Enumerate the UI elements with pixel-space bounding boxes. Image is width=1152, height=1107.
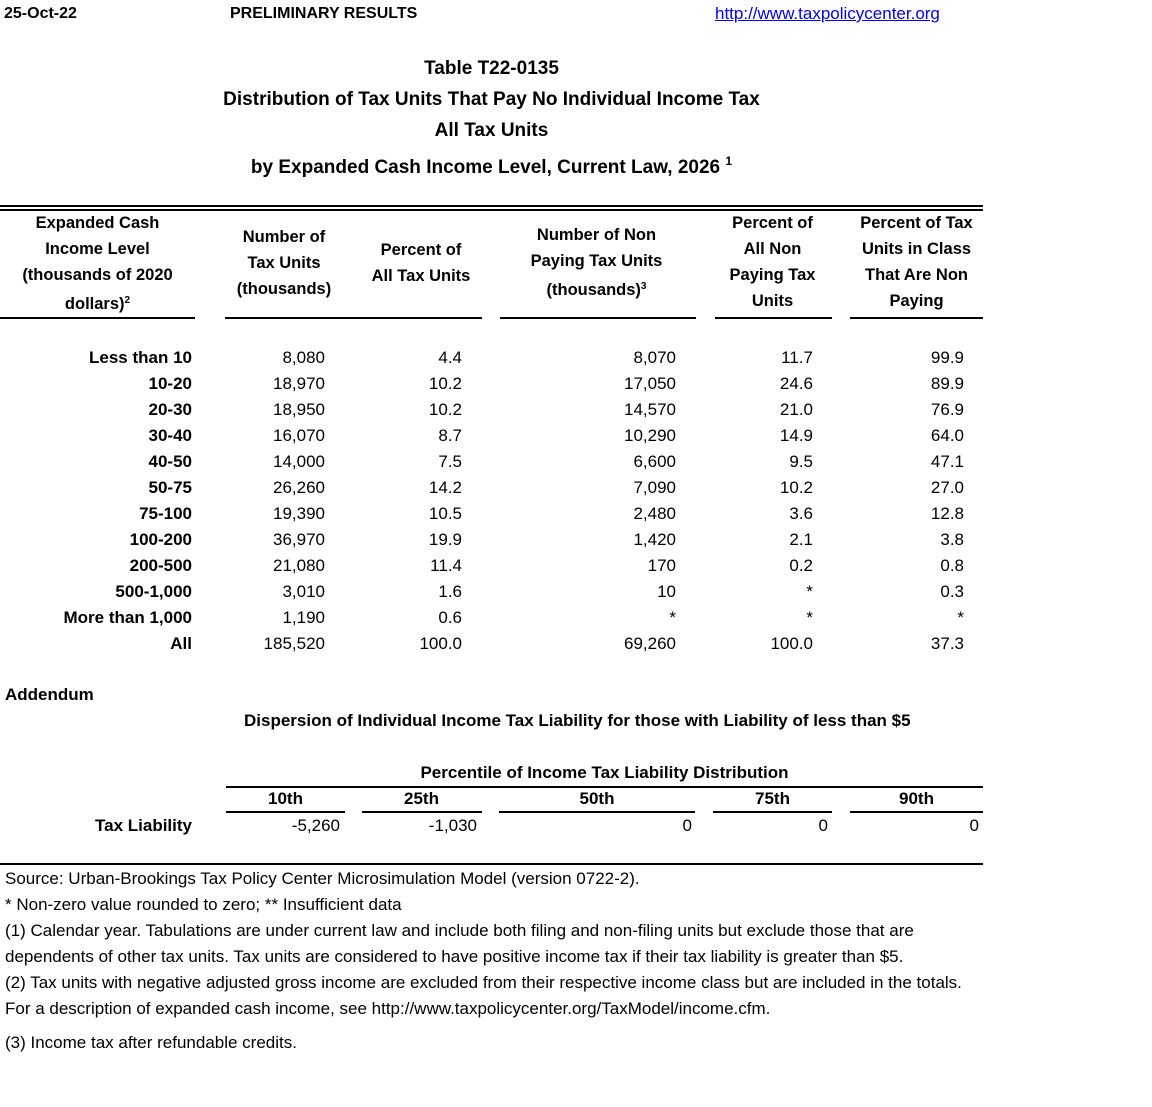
asterisk-note: * Non-zero value rounded to zero; ** Insufficient data [5, 895, 402, 914]
table-title: Distribution of Tax Units That Pay No Individual Income Tax [223, 89, 760, 110]
nonpaying-units: 17,050 [624, 374, 676, 393]
table-row [0, 579, 990, 605]
pct-all-nonpaying: 9.5 [789, 452, 813, 471]
income-level: 40-50 [148, 452, 192, 471]
tax-liability-row [0, 813, 990, 839]
tax-units: 36,970 [273, 530, 325, 549]
income-level: More than 1,000 [63, 608, 192, 627]
nonpaying-units: 6,600 [633, 452, 676, 471]
pct-all-nonpaying: * [806, 582, 813, 601]
table-row [0, 553, 990, 579]
pct-all-nonpaying: 21.0 [779, 400, 813, 419]
income-level: 20-30 [148, 400, 192, 419]
status-label: PRELIMINARY RESULTS [230, 5, 418, 22]
pct-all-tax-units: 10.2 [428, 374, 462, 393]
pct-all-tax-units: 7.5 [438, 452, 462, 471]
pct-class-nonpaying: 0.8 [940, 556, 964, 575]
table-row [0, 475, 990, 501]
pct-class-nonpaying: 3.8 [940, 530, 964, 549]
header-underline-3 [500, 317, 696, 319]
percentile-10th: 10th [268, 789, 303, 808]
pct-all-tax-units: 19.9 [428, 530, 462, 549]
pct-class-nonpaying: 12.8 [930, 504, 964, 523]
tax-units: 14,000 [273, 452, 325, 471]
tax-units: 19,390 [273, 504, 325, 523]
pct-all-tax-units: 8.7 [438, 426, 462, 445]
table-row [0, 501, 990, 527]
income-level: 200-500 [129, 556, 192, 575]
tax-units: 26,260 [273, 478, 325, 497]
header-underline-5 [850, 317, 983, 319]
header-percent-in-class-nonpaying: Percent of Tax Units in Class That Are Non Paying [860, 214, 973, 310]
nonpaying-units: 69,260 [624, 634, 676, 653]
pct-class-nonpaying: 64.0 [930, 426, 964, 445]
pct-class-nonpaying: * [957, 608, 964, 627]
pct-all-nonpaying: 100.0 [770, 634, 813, 653]
table-subtitle: All Tax Units [434, 120, 549, 141]
nonpaying-units: 1,420 [633, 530, 676, 549]
percentile-25th: 25th [404, 789, 439, 808]
income-level: 500-1,000 [115, 582, 192, 601]
pct-class-nonpaying: 0.3 [940, 582, 964, 601]
header-number-nonpaying: Number of Non Paying Tax Units (thousands)$^3$ [530, 226, 663, 299]
income-level: All [170, 634, 192, 653]
pct-all-nonpaying: 3.6 [789, 504, 813, 523]
tax-units: 21,080 [273, 556, 325, 575]
pct-class-nonpaying: 27.0 [930, 478, 964, 497]
income-level: 75-100 [139, 504, 192, 523]
header-underline-2 [225, 317, 482, 319]
top-rule-1 [0, 205, 983, 207]
pct-class-nonpaying: 89.9 [930, 374, 964, 393]
tax-units: 16,070 [273, 426, 325, 445]
header-percent-all-nonpaying: Percent of All Non Paying Tax Units [729, 214, 816, 310]
table-row-total [0, 631, 990, 657]
header-underline-1 [0, 317, 195, 319]
pct-all-nonpaying: 14.9 [779, 426, 813, 445]
pct-all-tax-units: 10.5 [428, 504, 462, 523]
income-level: 100-200 [129, 530, 192, 549]
table-number: Table T22-0135 [424, 58, 559, 79]
taxpolicycenter-link[interactable]: http://www.taxpolicycenter.org [715, 4, 940, 23]
tax-units: 18,950 [273, 400, 325, 419]
table-row [0, 345, 990, 371]
header-number-tax-units: Number of Tax Units (thousands) [236, 228, 332, 298]
nonpaying-units: 8,070 [633, 348, 676, 367]
footnote-ref-1: 1 [725, 154, 733, 168]
pct-all-nonpaying: * [806, 608, 813, 627]
percentile-75th: 75th [755, 789, 790, 808]
tax-units: 3,010 [282, 582, 325, 601]
pct-all-nonpaying: 2.1 [789, 530, 813, 549]
table-row [0, 371, 990, 397]
tax-units: 8,080 [282, 348, 325, 367]
table-row [0, 605, 990, 631]
pct-all-tax-units: 10.2 [428, 400, 462, 419]
tax-liability-50th: 0 [682, 816, 692, 835]
nonpaying-units: 170 [647, 556, 676, 575]
income-level: 10-20 [148, 374, 192, 393]
pct-all-nonpaying: 24.6 [779, 374, 813, 393]
table-subtitle-2 [0, 154, 983, 179]
header-income-level: Expanded Cash Income Level (thousands of 2020 dollars)$^2$ [22, 214, 173, 313]
income-level: 30-40 [148, 426, 192, 445]
addendum-label: Addendum [5, 685, 94, 704]
table-row [0, 449, 990, 475]
tax-units: 18,970 [273, 374, 325, 393]
pct-all-nonpaying: 0.2 [789, 556, 813, 575]
footnote-1: (1) Calendar year. Tabulations are under current law and include both filing and non-filing units but exclude those that are dependents of other tax units. Tax units are considered to have positive income tax if their tax liability is greater than $5. [5, 921, 914, 966]
tax-units: 1,190 [282, 608, 325, 627]
table-subtitle-2-text: by Expanded Cash Income Level, Current Law, 2026 [250, 157, 721, 178]
pct-class-nonpaying: 47.1 [930, 452, 964, 471]
report-date: 25-Oct-22 [4, 5, 77, 22]
footnote-3: (3) Income tax after refundable credits. [5, 1033, 297, 1052]
nonpaying-units: 10 [657, 582, 676, 601]
table-row [0, 527, 990, 553]
percentile-group-rule [226, 786, 983, 788]
notes-rule [0, 863, 983, 865]
percentile-50th: 50th [579, 789, 615, 808]
percentile-group-header: Percentile of Income Tax Liability Distribution [420, 763, 789, 782]
pct-all-tax-units: 0.6 [438, 608, 462, 627]
header-percent-all-tax-units: Percent of All Tax Units [371, 241, 471, 285]
footnotes [5, 866, 975, 1056]
pct-class-nonpaying: 99.9 [930, 348, 964, 367]
tax-units: 185,520 [263, 634, 325, 653]
source-note: Source: Urban-Brookings Tax Policy Center Microsimulation Model (version 0722-2). [5, 869, 640, 888]
table-row [0, 397, 990, 423]
nonpaying-units: * [669, 608, 676, 627]
nonpaying-units: 7,090 [633, 478, 676, 497]
pct-class-nonpaying: 37.3 [930, 634, 964, 653]
percentile-90th: 90th [899, 789, 934, 808]
tax-liability-75th: 0 [818, 816, 828, 835]
pct-all-nonpaying: 11.7 [781, 348, 813, 367]
income-level: 50-75 [148, 478, 192, 497]
tax-liability-label: Tax Liability [95, 816, 192, 835]
pct-class-nonpaying: 76.9 [930, 400, 964, 419]
income-level: Less than 10 [89, 348, 192, 367]
tax-liability-10th: -5,260 [291, 816, 340, 835]
pct-all-tax-units: 4.4 [438, 348, 462, 367]
pct-all-tax-units: 100.0 [419, 634, 462, 653]
footnote-2: (2) Tax units with negative adjusted gross income are excluded from their respective income class but are included in the totals. For a description of expanded cash income, see http://www.taxpolicycenter.org/TaxModel/income.cfm. [5, 973, 962, 1018]
pct-all-tax-units: 11.4 [430, 556, 462, 575]
pct-all-tax-units: 14.2 [428, 478, 462, 497]
header-underline-4 [715, 317, 832, 319]
nonpaying-units: 10,290 [624, 426, 676, 445]
table-row [0, 423, 990, 449]
nonpaying-units: 2,480 [633, 504, 676, 523]
nonpaying-units: 14,570 [624, 400, 676, 419]
tax-liability-25th: -1,030 [428, 816, 477, 835]
addendum-title: Dispersion of Individual Income Tax Liability for those with Liability of less than $5 [244, 711, 911, 730]
pct-all-nonpaying: 10.2 [779, 478, 813, 497]
tax-liability-90th: 0 [969, 816, 979, 835]
pct-all-tax-units: 1.6 [438, 582, 462, 601]
